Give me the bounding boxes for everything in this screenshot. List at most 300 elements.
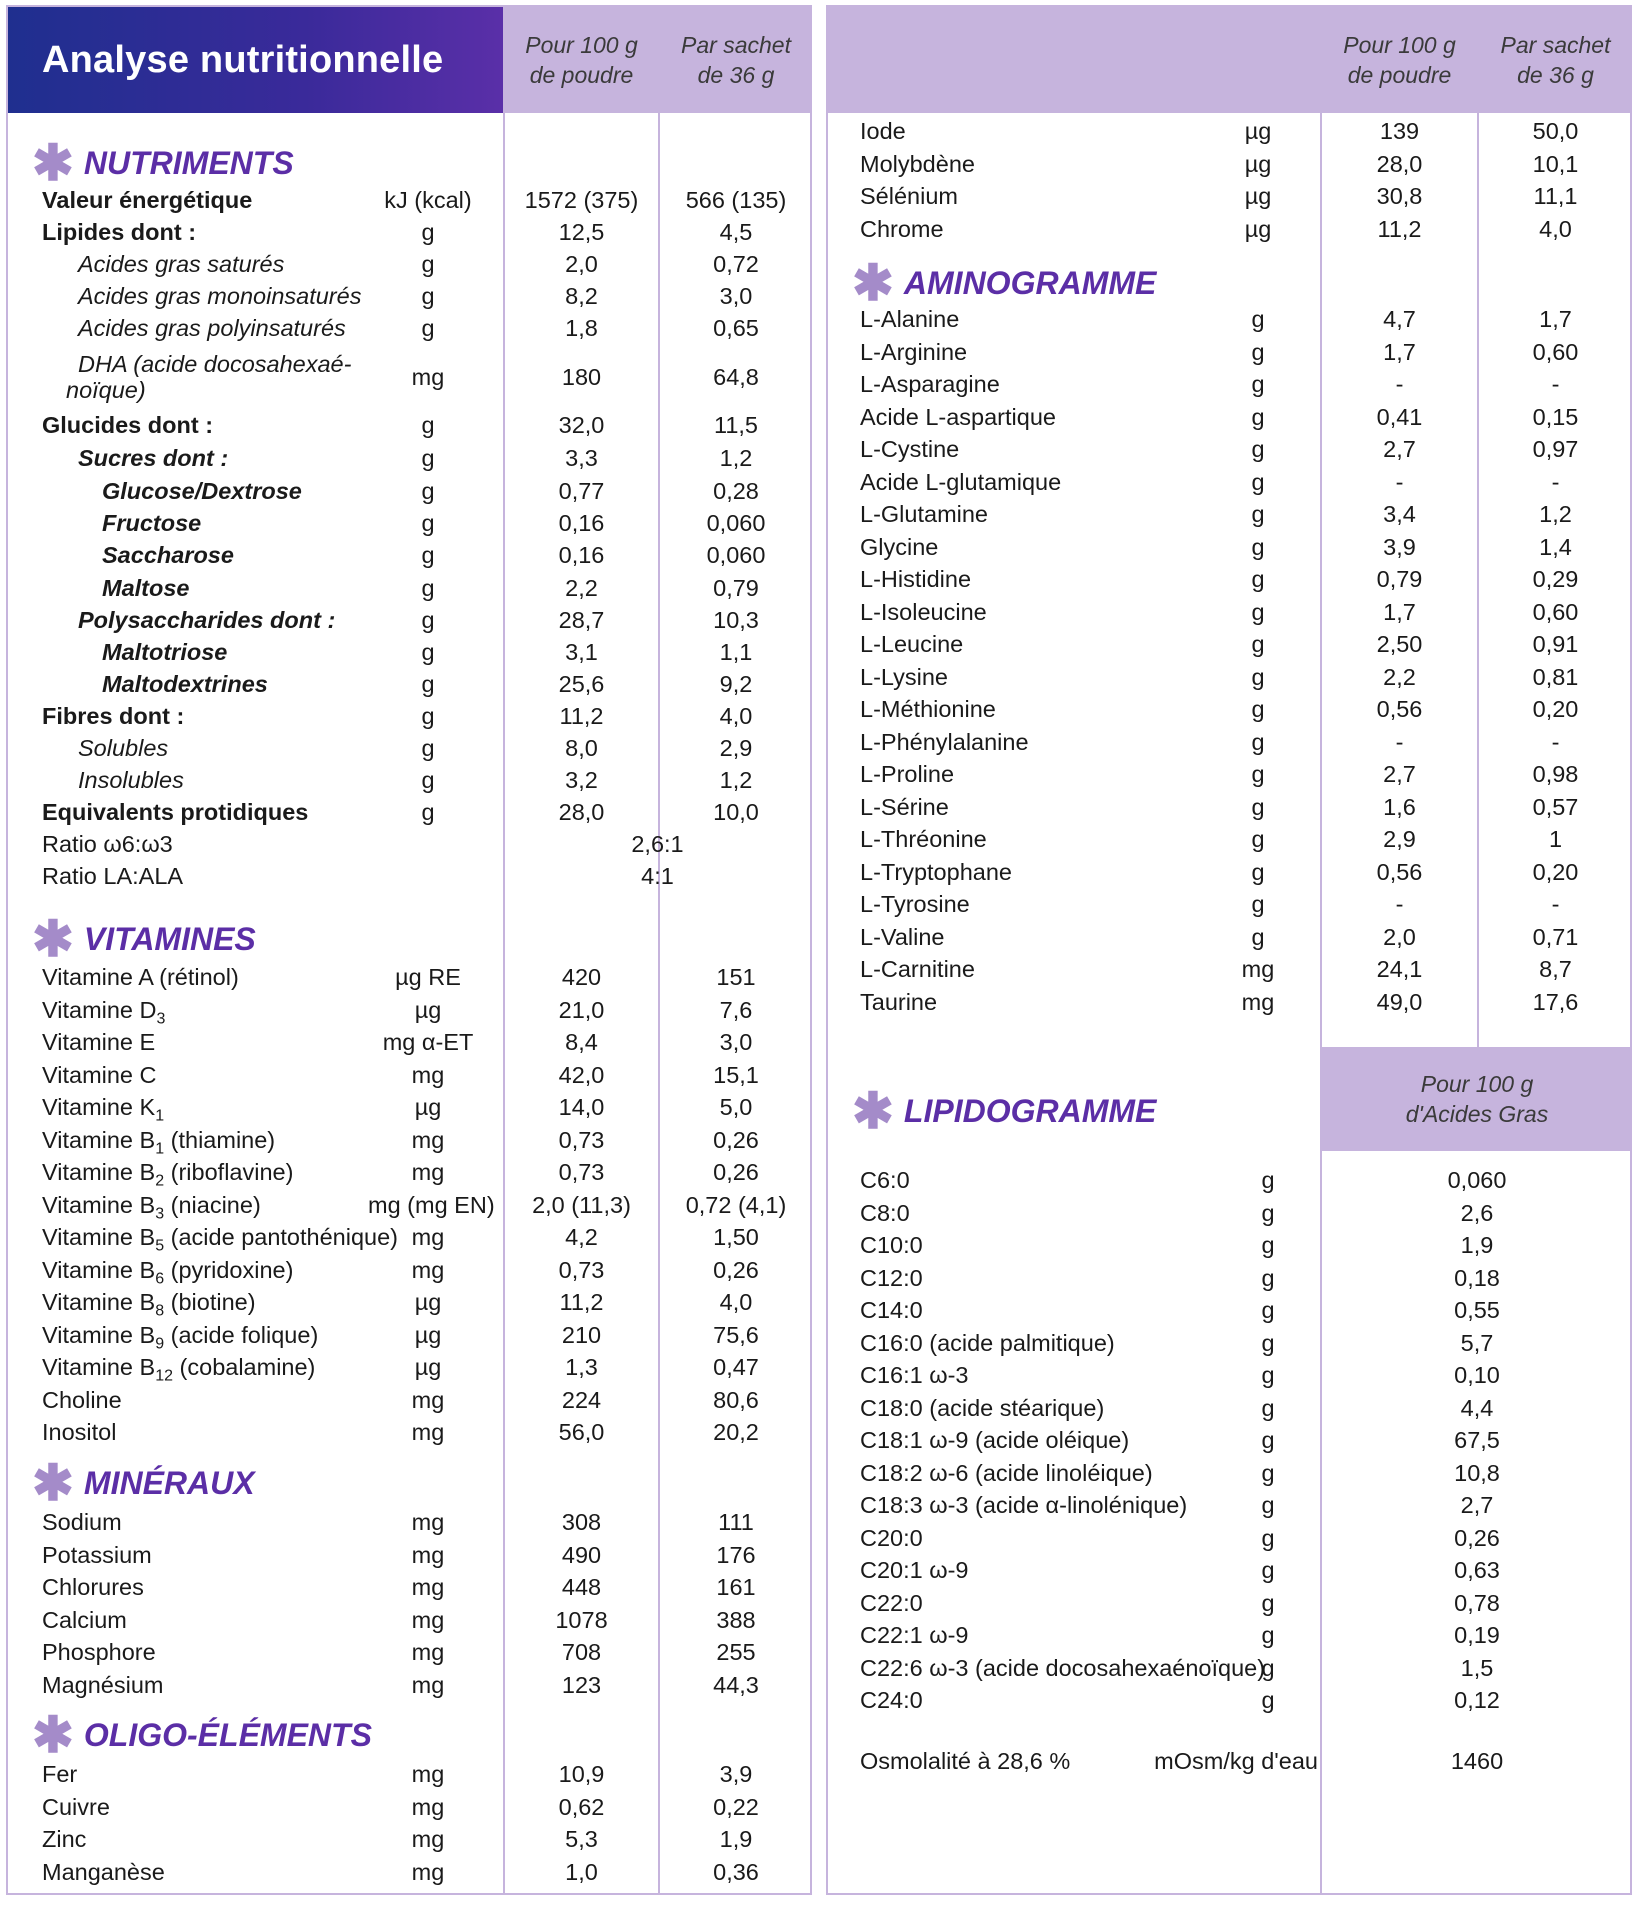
row-name: Glucose/Dextrose xyxy=(102,478,302,504)
row-unit: g xyxy=(421,639,435,665)
row-unit: g xyxy=(1261,1557,1275,1583)
row-name: C24:0 xyxy=(860,1687,923,1713)
row-value: 2,7 xyxy=(1460,1492,1494,1518)
table-row xyxy=(8,1319,812,1351)
row-value-per100: 1,7 xyxy=(1383,338,1416,365)
row-name: Taurine xyxy=(860,988,938,1015)
row-value-sachet: 3,0 xyxy=(719,1029,753,1055)
table-row xyxy=(8,1091,812,1123)
row-value-per100: 0,73 xyxy=(558,1126,605,1153)
table-row xyxy=(828,888,1632,920)
row-value-sachet: 0,26 xyxy=(713,1159,759,1185)
row-unit: mg xyxy=(411,1224,445,1250)
row-name: Polysaccharides dont : xyxy=(78,607,336,633)
table-row xyxy=(828,823,1632,855)
row-unit: kJ (kcal) xyxy=(384,187,472,213)
table-row xyxy=(828,433,1632,465)
row-name: Insolubles xyxy=(78,767,184,793)
row-name: Sélénium xyxy=(860,183,958,209)
row-value-sachet: 7,6 xyxy=(719,996,753,1023)
row-value-sachet: 20,2 xyxy=(713,1419,759,1445)
row-value-sachet: 1 xyxy=(1548,826,1563,852)
row-value-per100: 3,1 xyxy=(565,639,598,665)
table-row xyxy=(8,1254,812,1286)
row-value-per100: 5,3 xyxy=(565,1826,598,1852)
table-row xyxy=(8,604,812,636)
row-value-per100: 1,3 xyxy=(565,1354,598,1380)
row-unit: g xyxy=(1251,371,1265,397)
row-name-base: Vitamine D xyxy=(42,996,157,1023)
row-name-sub: 12 xyxy=(155,1367,174,1385)
row-name-sub: 3 xyxy=(155,1205,165,1223)
row-name: Sucres dont : xyxy=(78,445,229,471)
row-value-sachet: 0,60 xyxy=(1532,598,1579,625)
row-value-per100: 139 xyxy=(1379,118,1420,144)
row-name: Vitamine E xyxy=(42,1029,156,1055)
table-row xyxy=(828,693,1632,725)
row-value-sachet: 1,9 xyxy=(719,1826,753,1852)
row-value-sachet: 4,0 xyxy=(1539,215,1572,242)
table-row xyxy=(828,1587,1632,1619)
row-unit: µg xyxy=(414,1321,442,1348)
row-unit: g xyxy=(1261,1362,1275,1388)
row-value-per100: 0,62 xyxy=(558,1793,605,1820)
row-value: 4,4 xyxy=(1460,1394,1494,1421)
row-value-sachet: 176 xyxy=(716,1541,756,1568)
row-unit: g xyxy=(1261,1264,1275,1291)
row-value-sachet: 0,20 xyxy=(1532,858,1579,885)
row-value: 0,18 xyxy=(1454,1264,1500,1291)
row-value-per100: 4,7 xyxy=(1383,306,1416,332)
row-value: 1,9 xyxy=(1460,1232,1494,1258)
row-name-tail: (thiamine) xyxy=(164,1126,276,1153)
row-name: Acides gras monoinsaturés xyxy=(78,283,362,309)
row-unit: g xyxy=(1251,793,1265,820)
page-title: Analyse nutritionnelle xyxy=(42,38,444,81)
row-unit: g xyxy=(1261,1492,1275,1518)
table-row xyxy=(8,732,812,764)
table-row xyxy=(8,700,812,732)
row-name-tail: (cobalamine) xyxy=(173,1354,316,1380)
row-value-sachet: 75,6 xyxy=(713,1321,759,1348)
row-value-sachet: 9,2 xyxy=(719,671,753,697)
row-unit: mg (mg EN) xyxy=(368,1191,495,1218)
row-name: L-Tyrosine xyxy=(860,891,970,917)
table-row xyxy=(828,531,1632,563)
row-unit: mg xyxy=(411,1671,445,1698)
row-value-per100: 11,2 xyxy=(559,1289,604,1315)
row-unit: g xyxy=(1251,728,1265,755)
lipido-col-header-line2: d'Acides Gras xyxy=(1405,1101,1549,1127)
table-row xyxy=(8,1351,812,1383)
row-value-per100: 11,2 xyxy=(559,703,604,729)
row-unit: g xyxy=(1261,1199,1275,1226)
row-value-sachet: 4,0 xyxy=(719,1289,753,1315)
title-box xyxy=(8,7,503,113)
left-panel xyxy=(6,5,812,1895)
row-value-per100: 30,8 xyxy=(1376,183,1423,209)
row-value-sachet: 0,97 xyxy=(1532,436,1579,462)
osmolalite-name: Osmolalité à 28,6 % xyxy=(860,1748,1071,1774)
row-value-per100: 420 xyxy=(561,964,602,990)
row-unit: µg xyxy=(1244,215,1272,242)
table-row xyxy=(828,791,1632,823)
row-name: Magnésium xyxy=(42,1671,164,1698)
right-col-header-per100 xyxy=(1322,7,1477,113)
table-row xyxy=(8,994,812,1026)
row-unit: g xyxy=(421,412,435,438)
lipido-col-header-line1: Pour 100 g xyxy=(1420,1071,1534,1097)
row-name: L-Tryptophane xyxy=(860,858,1012,885)
row-value-per100: 224 xyxy=(561,1386,602,1413)
row-name: Ratio LA:ALA xyxy=(42,863,184,889)
row-value-per100: 2,9 xyxy=(1383,826,1416,852)
row-value-per100: 308 xyxy=(561,1509,602,1535)
table-row xyxy=(8,1416,812,1448)
row-value-per100: 0,73 xyxy=(558,1159,605,1185)
row-name: C8:0 xyxy=(860,1199,910,1226)
table-row xyxy=(8,1604,812,1636)
section-title-amino xyxy=(852,255,1157,311)
row-name: L-Alanine xyxy=(860,306,960,332)
row-value-per100: 2,2 xyxy=(565,575,598,601)
row-unit: g xyxy=(1261,1687,1275,1713)
table-row xyxy=(828,921,1632,953)
row-unit: µg xyxy=(414,1094,442,1120)
row-name: Cuivre xyxy=(42,1793,110,1820)
row-value-per100: 12,5 xyxy=(558,219,605,245)
col-header-per100-line1: Pour 100 g xyxy=(525,32,638,58)
row-value-sachet: 0,22 xyxy=(713,1793,759,1820)
table-row xyxy=(8,409,812,441)
col-header-sachet xyxy=(660,7,812,113)
table-row xyxy=(8,1156,812,1188)
table-row xyxy=(8,184,812,216)
row-value-sachet: 5,0 xyxy=(719,1094,753,1120)
row-unit: g xyxy=(1251,468,1265,495)
row-name-tail: (pyridoxine) xyxy=(164,1256,294,1283)
row-unit: g xyxy=(421,478,435,504)
section-title-text: VITAMINES xyxy=(83,920,256,957)
row-name-base: Vitamine B xyxy=(42,1191,156,1218)
row-name: Equivalents protidiques xyxy=(42,799,309,825)
row-value: 0,26 xyxy=(1454,1524,1500,1551)
row-name: Maltodextrines xyxy=(102,671,268,697)
osmolalite-value: 1460 xyxy=(1450,1748,1504,1774)
row-unit: g xyxy=(1261,1232,1275,1258)
row-name: Fibres dont : xyxy=(42,703,185,729)
table-row xyxy=(8,475,812,507)
row-name-tail: (niacine) xyxy=(164,1191,261,1218)
row-value-per100: 4,2 xyxy=(565,1224,598,1250)
table-row xyxy=(828,213,1632,245)
row-name: Glycine xyxy=(860,533,939,560)
table-row xyxy=(828,368,1632,400)
row-value-sachet: - xyxy=(1551,891,1560,917)
row-name: L-Phénylalanine xyxy=(860,728,1029,755)
table-row xyxy=(828,115,1632,147)
row-name-sub: 1 xyxy=(155,1140,165,1158)
row-name: L-Valine xyxy=(860,923,945,950)
row-value-per100: 0,16 xyxy=(558,542,605,568)
row-name: Solubles xyxy=(78,735,169,761)
row-unit: g xyxy=(1251,338,1265,365)
row-value-per100: 10,9 xyxy=(558,1761,605,1787)
row-unit: g xyxy=(1251,306,1265,332)
row-value-per100: 3,9 xyxy=(1383,533,1416,560)
table-row xyxy=(8,764,812,796)
row-unit: g xyxy=(1261,1297,1275,1323)
row-value-per100: 3,3 xyxy=(565,445,598,471)
row-value: 2,6 xyxy=(1460,1199,1494,1226)
row-value-sachet: 10,1 xyxy=(1532,150,1579,177)
table-row xyxy=(8,442,812,474)
row-unit: g xyxy=(1251,923,1265,950)
row-unit: mg xyxy=(411,1639,445,1665)
row-value-sachet: 111 xyxy=(718,1509,754,1535)
row-name-base: Vitamine B xyxy=(42,1256,156,1283)
row-value-sachet: 0,71 xyxy=(1532,923,1579,950)
row-unit: mg xyxy=(411,1541,445,1568)
table-row xyxy=(828,466,1632,498)
row-unit: g xyxy=(1261,1524,1275,1551)
table-row xyxy=(8,1059,812,1091)
row-value-sachet: 566 (135) xyxy=(685,187,787,213)
row-value-per100: 0,56 xyxy=(1376,858,1423,885)
row-value-per100: 8,4 xyxy=(565,1029,598,1055)
row-value: 0,12 xyxy=(1454,1687,1500,1713)
right-panel xyxy=(826,5,1632,1895)
row-value: 0,10 xyxy=(1454,1362,1500,1388)
row-unit: g xyxy=(421,575,435,601)
section-title-oligo xyxy=(32,1707,372,1763)
row-unit: g xyxy=(1261,1622,1275,1648)
row-value-per100: 49,0 xyxy=(1376,988,1423,1015)
row-name-sub: 6 xyxy=(155,1270,165,1288)
row-value: 0,19 xyxy=(1454,1622,1500,1648)
row-value-per100: 8,2 xyxy=(565,283,598,309)
row-unit: g xyxy=(1261,1427,1275,1453)
table-row xyxy=(8,1856,812,1888)
row-unit: µg RE xyxy=(395,964,461,990)
row-value-sachet: 80,6 xyxy=(713,1386,759,1413)
row-name: Chlorures xyxy=(42,1574,144,1600)
table-row xyxy=(828,180,1632,212)
row-value-per100: 1,6 xyxy=(1383,793,1416,820)
osmolalite-unit: mOsm/kg d'eau xyxy=(1154,1748,1318,1774)
table-row xyxy=(8,216,812,248)
row-unit: mg xyxy=(411,1761,445,1787)
row-value-per100: 0,41 xyxy=(1376,403,1423,430)
row-unit: mg xyxy=(411,364,445,390)
row-value-sachet: 0,15 xyxy=(1532,403,1579,430)
row-value-sachet: 255 xyxy=(716,1639,756,1665)
row-unit: µg xyxy=(1244,118,1272,144)
row-unit: g xyxy=(421,542,435,568)
row-unit: g xyxy=(1251,403,1265,430)
row-name-base: Vitamine B xyxy=(42,1289,156,1315)
row-unit: g xyxy=(1251,891,1265,917)
row-name-sub: 3 xyxy=(156,1010,166,1028)
right-col-header-sachet-line1: Par sachet xyxy=(1500,32,1611,58)
row-value-sachet: 151 xyxy=(716,964,756,990)
section-title-text: NUTRIMENTS xyxy=(83,144,294,181)
table-row xyxy=(8,312,812,344)
row-name: L-Leucine xyxy=(860,631,964,657)
row-name: Chrome xyxy=(860,215,944,242)
row-unit: g xyxy=(421,219,435,245)
row-name: Glucides dont : xyxy=(42,412,214,438)
row-value-per100: - xyxy=(1395,728,1404,755)
row-value-per100: 210 xyxy=(561,1321,602,1348)
lipido-col-header xyxy=(1322,1047,1632,1151)
row-name-tail: (acide folique) xyxy=(164,1321,319,1348)
table-row xyxy=(828,1522,1632,1554)
row-name-sub: 2 xyxy=(155,1172,165,1190)
row-name: Ratio ω6:ω3 xyxy=(42,831,173,857)
section-title-lipido xyxy=(852,1083,1157,1139)
table-row xyxy=(8,1636,812,1668)
row-name: Choline xyxy=(42,1386,122,1413)
table-row xyxy=(8,860,812,892)
table-row xyxy=(8,572,812,604)
row-unit: g xyxy=(1261,1459,1275,1486)
section-title-nutriments xyxy=(32,135,294,191)
row-value-per100: - xyxy=(1395,371,1404,397)
row-name-sub: 1 xyxy=(155,1107,165,1125)
table-row xyxy=(8,280,812,312)
row-value-per100: 2,7 xyxy=(1383,761,1416,787)
row-name: Fer xyxy=(42,1761,78,1787)
table-row xyxy=(828,628,1632,660)
row-value-sachet: 4,5 xyxy=(719,219,753,245)
row-value: 0,78 xyxy=(1454,1589,1500,1616)
table-row xyxy=(828,1164,1632,1196)
row-name: C22:6 ω-3 (acide docosahexaénoïque) xyxy=(860,1654,1266,1681)
section-title-mineraux xyxy=(32,1455,255,1511)
col-header-sachet-line1: Par sachet xyxy=(681,32,791,58)
row-unit: g xyxy=(1251,826,1265,852)
row-value-per100: 123 xyxy=(561,1671,602,1698)
row-value-per100: 0,77 xyxy=(558,478,605,504)
row-unit: g xyxy=(421,445,435,471)
row-name: L-Proline xyxy=(860,761,955,787)
row-value-per100: 2,0 (11,3) xyxy=(532,1191,631,1218)
table-row xyxy=(828,1294,1632,1326)
row-unit: µg xyxy=(414,1289,442,1315)
table-row xyxy=(8,1539,812,1571)
row-unit: mg xyxy=(411,1126,445,1153)
table-row xyxy=(828,1327,1632,1359)
row-name: L-Arginine xyxy=(860,338,968,365)
row-unit: g xyxy=(1251,696,1265,722)
row-value-sachet: 0,65 xyxy=(713,315,759,341)
row-name: Fructose xyxy=(102,510,202,536)
row-value: 0,060 xyxy=(1447,1167,1507,1193)
row-value-per100: 3,2 xyxy=(565,767,598,793)
row-name-base: Vitamine B xyxy=(42,1126,156,1153)
row-name: Zinc xyxy=(42,1826,87,1852)
table-row xyxy=(8,636,812,668)
row-unit: g xyxy=(1251,631,1265,657)
row-name: Acide L-aspartique xyxy=(860,403,1056,430)
row-unit: g xyxy=(1261,1589,1275,1616)
table-row xyxy=(828,986,1632,1018)
row-value-sachet: 3,9 xyxy=(719,1761,753,1787)
row-unit: g xyxy=(1251,761,1265,787)
star-icon: ✱ xyxy=(852,255,894,311)
row-value: 67,5 xyxy=(1454,1427,1500,1453)
row-value-per100: 0,16 xyxy=(558,510,605,536)
table-row xyxy=(8,348,812,403)
table-row xyxy=(828,726,1632,758)
table-row xyxy=(8,539,812,571)
row-unit: mg xyxy=(411,1419,445,1445)
row-unit: µg xyxy=(414,1354,442,1380)
row-unit: g xyxy=(421,510,435,536)
row-value-sachet: - xyxy=(1551,728,1560,755)
table-row xyxy=(8,1823,812,1855)
row-value-sachet: 0,60 xyxy=(1532,338,1579,365)
table-row xyxy=(828,563,1632,595)
row-unit: µg xyxy=(1244,183,1272,209)
col-header-sachet-line2: de 36 g xyxy=(697,62,775,88)
row-name: Calcium xyxy=(42,1606,127,1633)
row-name: L-Méthionine xyxy=(860,696,996,722)
section-title-text: MINÉRAUX xyxy=(83,1464,255,1501)
right-col-header-sachet xyxy=(1479,7,1632,113)
row-value-per100: 180 xyxy=(561,364,602,390)
row-name: C18:2 ω-6 (acide linoléique) xyxy=(860,1459,1153,1486)
row-unit: mg xyxy=(411,1826,445,1852)
row-name: C22:0 xyxy=(860,1589,923,1616)
row-unit: mg xyxy=(411,1793,445,1820)
row-value-per100: 28,0 xyxy=(1376,150,1423,177)
table-row xyxy=(828,1392,1632,1424)
row-unit: g xyxy=(1261,1654,1275,1681)
table-row xyxy=(828,1489,1632,1521)
row-name-base: Vitamine K xyxy=(42,1094,156,1120)
row-name-sub: 9 xyxy=(155,1335,165,1353)
row-name: Acides gras polyinsaturés xyxy=(78,315,346,341)
row-unit: g xyxy=(1251,501,1265,527)
row-unit: mg α-ET xyxy=(382,1029,474,1055)
table-row xyxy=(8,961,812,993)
row-value-sachet: - xyxy=(1551,371,1560,397)
row-value-per100: 8,0 xyxy=(565,735,598,761)
table-row xyxy=(8,1506,812,1538)
row-value-per100: 25,6 xyxy=(558,671,605,697)
row-unit: g xyxy=(421,703,435,729)
row-value-per100: 2,0 xyxy=(1383,923,1416,950)
row-value-per100: 448 xyxy=(561,1574,602,1600)
row-value: 1,5 xyxy=(1460,1654,1494,1681)
row-name-sub: 8 xyxy=(155,1302,165,1320)
row-value-per100: 708 xyxy=(561,1639,602,1665)
row-value-sachet: - xyxy=(1551,468,1560,495)
row-value-sachet: 0,72 (4,1) xyxy=(685,1191,787,1218)
row-value-per100: 1,0 xyxy=(565,1858,598,1885)
row-value-sachet: 17,6 xyxy=(1532,988,1579,1015)
row-unit: g xyxy=(1251,858,1265,885)
row-value-per100: 11,2 xyxy=(1377,215,1422,242)
row-unit: mg xyxy=(411,1386,445,1413)
table-row xyxy=(8,1758,812,1790)
row-unit: g xyxy=(1251,598,1265,625)
table-row xyxy=(8,796,812,828)
row-name: L-Histidine xyxy=(860,566,972,592)
right-col-header-per100-line1: Pour 100 g xyxy=(1343,32,1456,58)
